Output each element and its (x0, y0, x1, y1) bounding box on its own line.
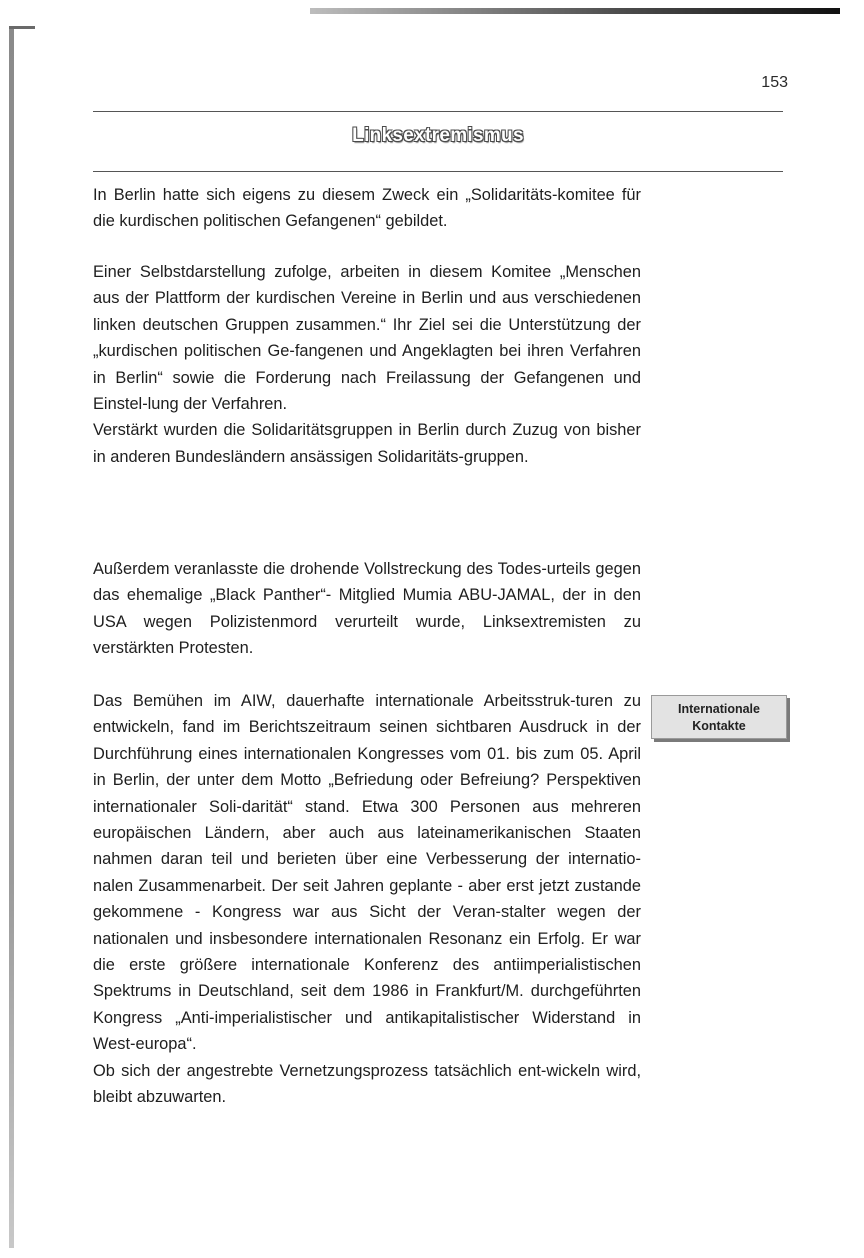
paragraph-text: Außerdem veranlasste die drohende Vollstreckung des Todes-urteils gegen das ehemalige „Black Panther“- Mitglied Mumia ABU-JAMAL, der in den USA wegen Polizistenmord verurteilt wurde, Linksextremisten zu verstärkten Protesten. (93, 560, 641, 658)
scan-edge-left (9, 26, 14, 1248)
paragraph-text: In Berlin hatte sich eigens zu diesem Zweck ein „Solidaritäts-komitee für die kurdischen politischen Gefangenen“ gebildet. (93, 186, 641, 231)
header-rule-bottom (93, 171, 783, 172)
paragraph-solidaritaetskomitee (93, 182, 641, 235)
margin-note-line: Internationale (678, 702, 760, 716)
paragraph-text: Das Bemühen im AIW, dauerhafte internationale Arbeitsstruk-turen zu entwickeln, fand im Berichtszeitraum seinen sichtbaren Ausdruck in der Durchführung eines internationalen Kongresses vom 01. bis zum 05. April in Berlin, der unter dem Motto „Befriedung oder Befreiung? Perspektiven internationaler Soli-darität“ stand. Etwa 300 Personen aus mehreren europäischen Ländern, aber auch aus lateinamerikanischen Staaten nahmen daran teil und berieten über eine Verbesserung der internatio-nalen Zusammenarbeit. Der seit Jahren geplante - aber erst jetzt zustande gekommene - Kongress war aus Sicht der Veran-stalter wegen der nationalen und insbesondere internationalen Resonanz ein Erfolg. Er war die erste größere internationale Konferenz des antiimperialistischen Spektrums in Deutschland, seit dem 1986 in Frankfurt/M. durchgeführten Kongress „Anti-imperialistischer und antikapitalistischer Widerstand in West-europa“. (93, 692, 641, 1054)
paragraph-kongress (93, 688, 641, 1111)
margin-note-line: Kontakte (692, 719, 746, 733)
scan-edge-top (310, 8, 840, 14)
paragraph-abu-jamal (93, 556, 641, 662)
header-rule-top (93, 111, 783, 112)
paragraph-text: Verstärkt wurden die Solidaritätsgruppen in Berlin durch Zuzug von bisher in anderen Bundesländern ansässigen Solidaritäts-gruppen. (93, 421, 641, 466)
scan-corner-mark (9, 26, 35, 29)
margin-note-internationale-kontakte (651, 695, 787, 739)
paragraph-text: Ob sich der angestrebte Vernetzungsprozess tatsächlich ent-wickeln wird, bleibt abzuwarten. (93, 1061, 641, 1107)
running-header-title: Linksextremismus (352, 125, 524, 146)
paragraph-selbstdarstellung (93, 259, 641, 470)
page-number: 153 (761, 74, 788, 91)
paragraph-text: Einer Selbstdarstellung zufolge, arbeiten in diesem Komitee „Menschen aus der Plattform der kurdischen Vereine in Berlin und aus verschiedenen linken deutschen Gruppen zusammen.“ Ihr Ziel sei die Unterstützung der „kurdischen politischen Ge-fangenen und Angeklagten bei ihren Verfahren in Berlin“ sowie die Forderung nach Freilassung der Gefangenen und Einstel-lung der Verfahren. (93, 263, 641, 414)
